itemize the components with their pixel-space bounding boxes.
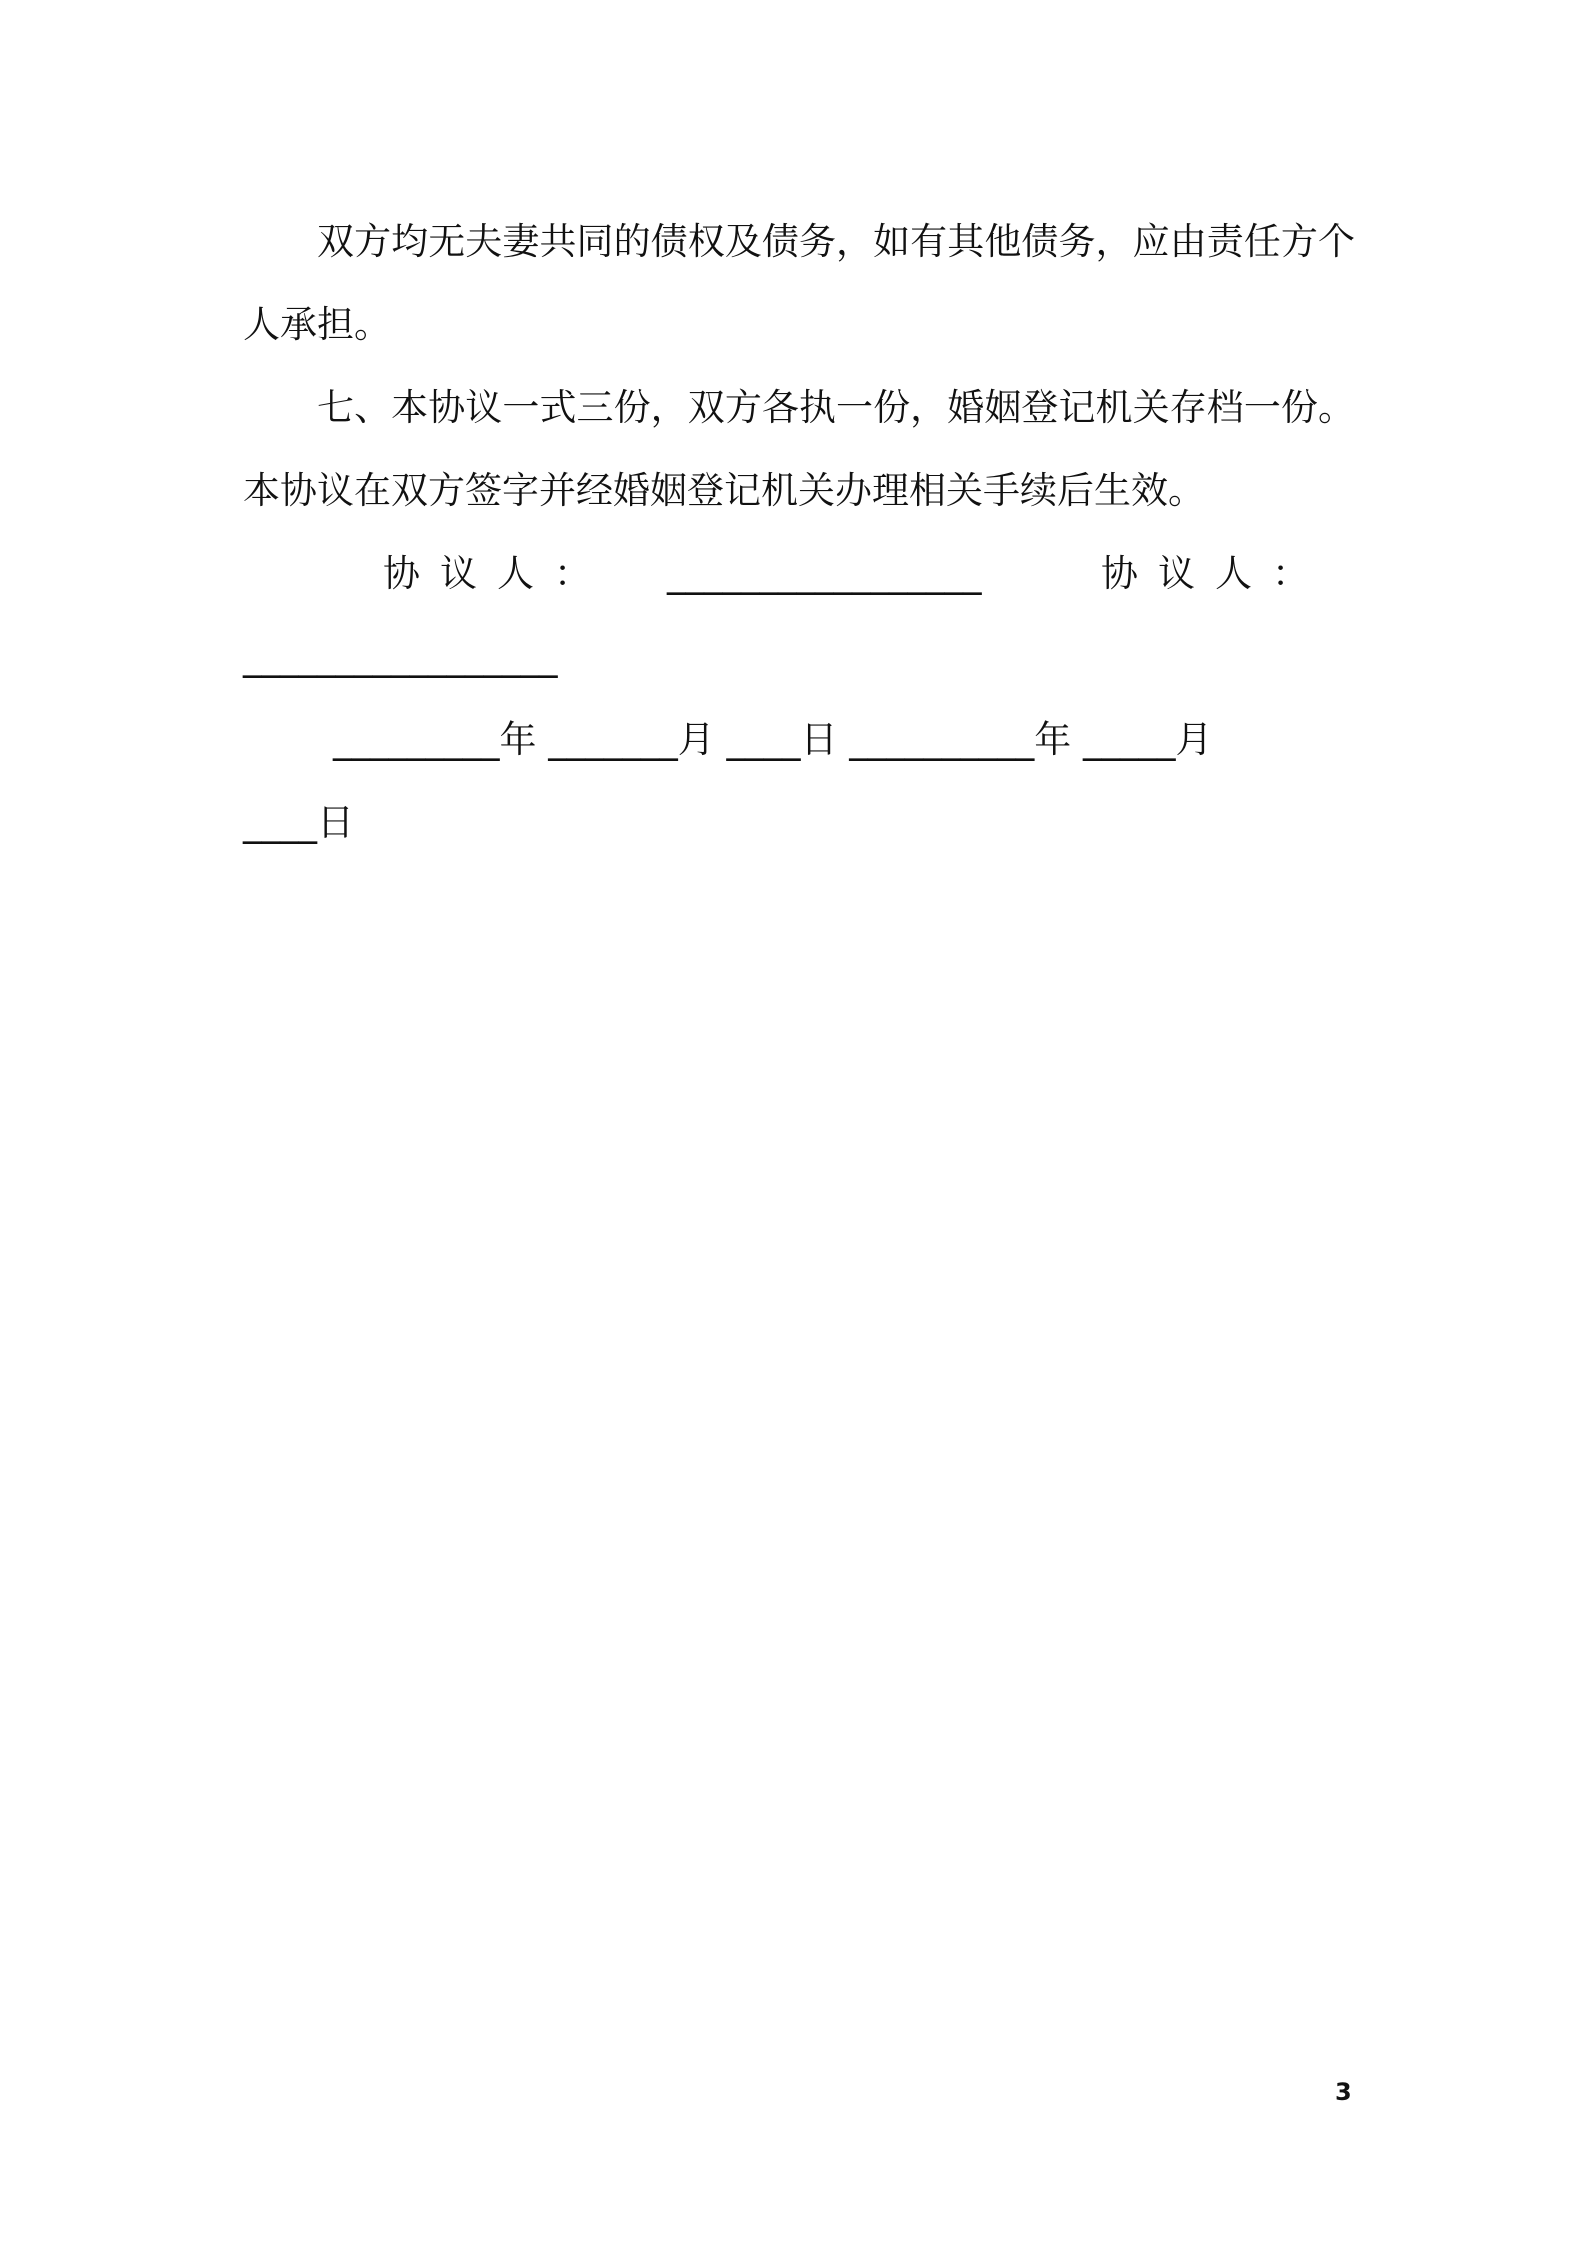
date-row: _________年 _______月 ____日 __________年 _____月	[333, 718, 1213, 761]
paragraph-debt-clause: 双方均无夫妻共同的债权及债务，如有其他债务，应由责任方个人承担。	[243, 220, 1355, 346]
party-a-label: 协议人：	[383, 552, 611, 595]
party-b-signature-line: _________________	[243, 635, 558, 678]
party-b-label: 协议人：	[1101, 552, 1329, 595]
date-row-continued: ____日	[243, 801, 354, 844]
signature-row	[243, 532, 1355, 615]
party-a-signature-line: _________________	[667, 552, 982, 595]
page-number: 3	[1335, 2078, 1352, 2106]
document-body	[243, 200, 1355, 864]
paragraph-copies-clause: 七、本协议一式三份，双方各执一份，婚姻登记机关存档一份。本协议在双方签字并经婚姻登记机关办理相关手续后生效。	[243, 386, 1355, 512]
